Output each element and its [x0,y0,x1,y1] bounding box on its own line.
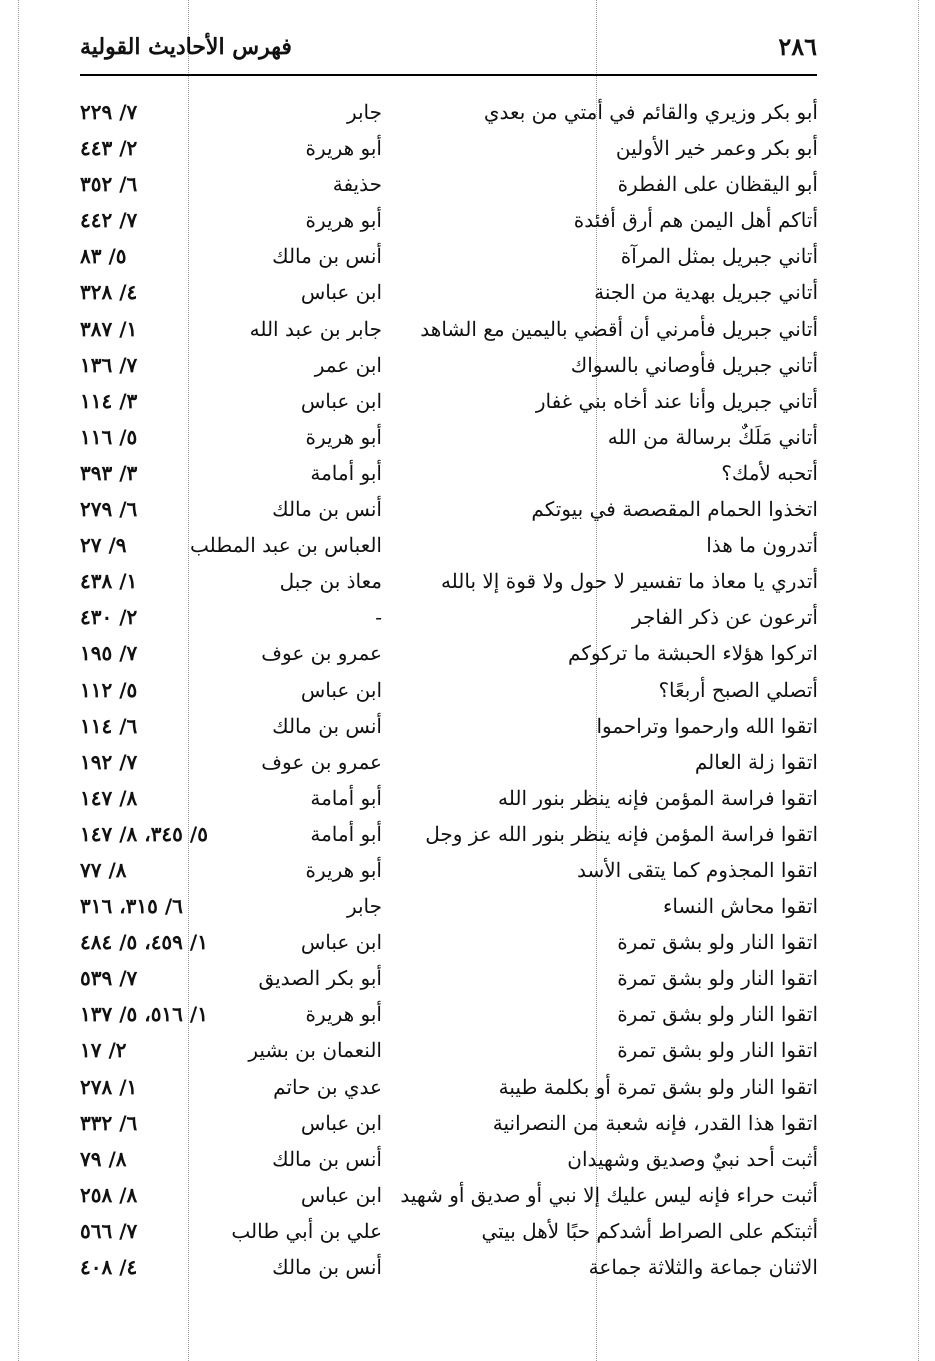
index-entry [80,892,818,928]
volume-page-ref: ١/ ٥١٦، ٥/ ١٣٧ [80,1002,208,1027]
volume-page-ref: ٩/ ٢٧ [80,533,127,558]
index-entry [80,278,818,314]
index-entry [80,459,818,495]
index-entry [80,1145,818,1181]
header-rule [80,74,817,76]
hadith-text: أتدرون ما هذا [706,533,818,558]
hadith-text: أتاني جبريل فأوصاني بالسواك [570,352,818,377]
volume-page-ref: ٧/ ١٩٢ [80,749,138,774]
hadith-text: اتقوا النار ولو بشق تمرة [617,1038,818,1063]
volume-page-ref: ٣/ ٣٩٣ [80,460,138,485]
narrator-name: - [375,605,382,630]
index-entry [80,639,818,675]
hadith-text: اتقوا المجذوم كما يتقى الأسد [576,857,818,882]
narrator-name: أبو بكر الصديق [258,966,382,991]
index-entry [80,531,818,567]
narrator-name: أنس بن مالك [272,497,382,522]
narrator-name: ابن عباس [300,1110,382,1135]
narrator-name: معاذ بن جبل [279,569,382,594]
index-entry [80,351,818,387]
volume-page-ref: ١/ ٤٣٨ [80,569,138,594]
index-entry [80,134,818,170]
index-entry [80,1036,818,1072]
index-entry [80,712,818,748]
hadith-text: اتقوا النار ولو بشق تمرة [617,966,818,991]
hadith-text: اتقوا هذا القدر، فإنه شعبة من النصرانية [492,1110,818,1135]
volume-page-ref: ١/ ٤٥٩، ٥/ ٤٨٤ [80,930,208,955]
narrator-name: عدي بن حاتم [273,1074,382,1099]
index-entry [80,315,818,351]
volume-page-ref: ٧/ ٤٤٢ [80,208,138,233]
narrator-name: ابن عباس [300,280,382,305]
hadith-text: أتصلي الصبح أربعًا؟ [658,677,818,702]
index-entry [80,1073,818,1109]
narrator-name: علي بن أبي طالب [231,1218,382,1243]
index-entry [80,1000,818,1036]
index-entry [80,387,818,423]
narrator-name: العباس بن عبد المطلب [189,533,382,558]
index-entry [80,784,818,820]
volume-page-ref: ٦/ ١١٤ [80,713,138,738]
hadith-text: أثبت أحد نبيٌ وصديق وشهيدان [567,1146,818,1171]
hadith-text: اتقوا النار ولو بشق تمرة أو بكلمة طيبة [498,1074,818,1099]
volume-page-ref: ٥/ ١١٢ [80,677,138,702]
narrator-name: جابر [346,100,382,124]
index-entry [80,495,818,531]
index-entry [80,928,818,964]
hadith-text: أتاني جبريل بمثل المرآة [620,244,818,269]
hadith-text: اتقوا النار ولو بشق تمرة [617,930,818,955]
volume-page-ref: ٨/ ٧٩ [80,1146,127,1171]
hadith-text: أتاني جبريل فأمرني أن أقضي باليمين مع الشاهد [420,316,818,341]
hadith-text: أتاني جبريل وأنا عند أخاه بني غفار [535,388,818,413]
narrator-name: أبو هريرة [305,208,382,233]
index-entry [80,242,818,278]
volume-page-ref: ٧/ ١٣٦ [80,352,138,377]
narrator-name: عمرو بن عوف [261,749,382,774]
hadith-text: أتحبه لأمك؟ [721,460,818,485]
volume-page-ref: ٦/ ٢٧٩ [80,497,138,522]
index-entry [80,567,818,603]
narrator-name: أبو هريرة [305,857,382,882]
hadith-text: أتدري يا معاذ ما تفسير لا حول ولا قوة إلا بالله [440,569,818,594]
volume-page-ref: ٧/ ٢٢٩ [80,100,138,124]
hadith-text: الاثنان جماعة والثلاثة جماعة [588,1255,818,1279]
volume-page-ref: ٨/ ١٤٧ [80,785,138,810]
index-entry [80,1253,818,1289]
narrator-name: عمرو بن عوف [261,641,382,666]
page-number: ٢٨٦ [778,32,817,61]
narrator-name: ابن عباس [300,1182,382,1207]
narrator-name: أبو هريرة [305,136,382,161]
hadith-text: اتقوا زلة العالم [694,749,818,774]
volume-page-ref: ٥/ ١١٦ [80,424,138,449]
volume-page-ref: ٧/ ٥٦٦ [80,1218,138,1243]
hadith-text: أبو بكر وعمر خير الأولين [615,136,818,161]
index-entry [80,170,818,206]
volume-page-ref: ٤/ ٤٠٨ [80,1255,138,1279]
volume-page-ref: ٤/ ٣٢٨ [80,280,138,305]
hadith-text: أثبتكم على الصراط أشدكم حبًا لأهل بيتي [481,1218,818,1243]
index-entry [80,423,818,459]
index-entry [80,676,818,712]
volume-page-ref: ٢/ ١٧ [80,1038,127,1063]
narrator-name: جابر بن عبد الله [249,316,382,341]
volume-page-ref: ٨/ ٢٥٨ [80,1182,138,1207]
volume-page-ref: ٢/ ٤٣٠ [80,605,138,630]
index-entry [80,748,818,784]
running-title: فهرس الأحاديث القولية [80,34,292,60]
hadith-text: أتاني جبريل بهدية من الجنة [594,280,818,305]
index-entry [80,820,818,856]
narrator-name: أبو أمامة [310,460,382,485]
hadith-index-list [80,98,818,1289]
hadith-text: أبو اليقظان على الفطرة [617,172,818,197]
volume-page-ref: ٥/ ٨٣ [80,244,127,269]
index-entry [80,206,818,242]
volume-page-ref: ٥/ ٣٤٥، ٨/ ١٤٧ [80,821,208,846]
hadith-text: اتخذوا الحمام المقصصة في بيوتكم [531,497,818,522]
hadith-text: اتركوا هؤلاء الحبشة ما تركوكم [568,641,818,666]
volume-page-ref: ٨/ ٧٧ [80,857,127,882]
index-entry [80,1109,818,1145]
hadith-text: اتقوا محاش النساء [663,894,818,919]
narrator-name: ابن عباس [300,677,382,702]
narrator-name: ابن عباس [300,930,382,955]
hadith-text: أترعون عن ذكر الفاجر [631,605,818,630]
volume-page-ref: ٧/ ١٩٥ [80,641,138,666]
volume-page-ref: ١/ ٢٧٨ [80,1074,138,1099]
volume-page-ref: ٦/ ٣٣٢ [80,1110,138,1135]
narrator-name: أنس بن مالك [272,1255,382,1279]
narrator-name: حذيفة [332,172,382,197]
index-entry [80,1181,818,1217]
hadith-text: أبو بكر وزيري والقائم في أمتي من بعدي [483,100,818,124]
scan-margin-dotted-line [18,0,19,1361]
narrator-name: أبو أمامة [310,821,382,846]
hadith-text: أثبت حراء فإنه ليس عليك إلا نبي أو صديق أو شهيد [400,1182,818,1207]
narrator-name: أنس بن مالك [272,713,382,738]
volume-page-ref: ٦/ ٣١٥، ٣١٦ [80,894,183,919]
narrator-name: أبو هريرة [305,1002,382,1027]
hadith-text: أتاني مَلَكٌ برسالة من الله [607,424,818,449]
narrator-name: أنس بن مالك [272,244,382,269]
narrator-name: ابن عمر [314,352,382,377]
hadith-text: أتاكم أهل اليمن هم أرق أفئدة [573,208,818,233]
volume-page-ref: ٧/ ٥٣٩ [80,966,138,991]
narrator-name: أبو هريرة [305,424,382,449]
narrator-name: أنس بن مالك [272,1146,382,1171]
index-entry [80,856,818,892]
scan-margin-dotted-line [918,0,919,1361]
volume-page-ref: ٦/ ٣٥٢ [80,172,138,197]
volume-page-ref: ٢/ ٤٤٣ [80,136,138,161]
narrator-name: جابر [346,894,382,919]
narrator-name: النعمان بن بشير [248,1038,382,1063]
index-entry [80,1217,818,1253]
index-entry [80,964,818,1000]
page-header [80,30,817,70]
narrator-name: أبو أمامة [310,785,382,810]
hadith-text: اتقوا فراسة المؤمن فإنه ينظر بنور الله عز وجل [425,821,818,846]
index-entry [80,98,818,134]
index-entry [80,603,818,639]
hadith-text: اتقوا فراسة المؤمن فإنه ينظر بنور الله [498,785,818,810]
narrator-name: ابن عباس [300,388,382,413]
hadith-text: اتقوا النار ولو بشق تمرة [617,1002,818,1027]
hadith-text: اتقوا الله وارحموا وتراحموا [596,713,818,738]
volume-page-ref: ١/ ٣٨٧ [80,316,138,341]
volume-page-ref: ٣/ ١١٤ [80,388,138,413]
